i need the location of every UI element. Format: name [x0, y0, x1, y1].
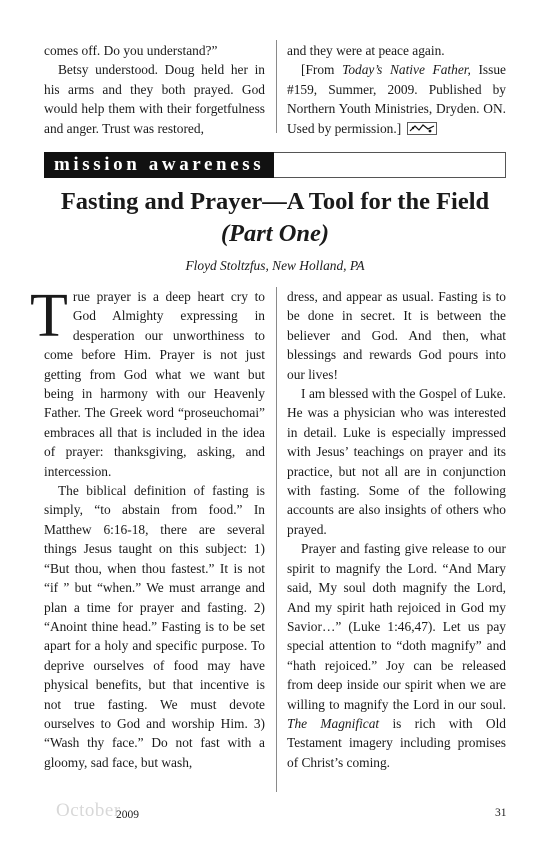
paragraph: The biblical definition of fasting is simply, “to abstain from food.” In Matthew 6:16-18, there are several things Jesus taught on this subject: 1) “But thou, when thou fastest.” It is not “if ” but “when.” We must arrange and plan a time for prayer and fasting. 2) “Anoint thine head.” Fasting is to be set apart for a holy and specific purpose. To deprive ourselves of food may have physical benefits, but that incentive is not true fasting. We must devote ourselves to God and worship Him. 3) “Wash thy face.” Do not fast with a gloomy, sad face, but wash, [44, 483, 265, 770]
title-main: Fasting and Prayer—A Tool for the Field [60, 188, 490, 215]
footer-month: October [56, 800, 121, 821]
periodical-title: Today’s Native Father, [342, 62, 471, 78]
article-title [44, 186, 506, 250]
article-column-right [287, 287, 506, 772]
continued-text-right [287, 41, 506, 138]
section-banner [44, 152, 506, 178]
page-number: 31 [495, 807, 507, 819]
paragraph: Prayer and fasting give release to our spirit to magnify the Lord. “And Mary said, My soul doth magnify the Lord, And my spirit hath rejoiced in God my Savior…” (Luke 1:46,47). Let us pay special attention to “doth magnify” and “hath rejoiced.” Joy can be released from deep inside our spirit when we are willing to magnify the Lord in our soul. The Magnificat is rich with Old Testament imagery including promises of Christ’s coming. [287, 541, 506, 770]
paragraph: comes off. Do you understand?” [44, 43, 218, 58]
continued-text-left [44, 41, 265, 138]
byline: Floyd Stoltzfus, New Holland, PA [185, 258, 365, 273]
column-divider [276, 40, 277, 133]
paragraph-text: rue prayer is a deep heart cry to God Almighty expressing in desperation our unworthiness to come before Him. Prayer is not just getting from God what we want but being in harmony with our Heavenly Father. The Greek word “proseuchomai” embraces all that is included in the idea of prayer: thanksgiving, asking, and intercession. [44, 289, 265, 479]
column-divider [276, 287, 277, 792]
paragraph: dress, and appear as usual. Fasting is to be done in secret. It is between the believer and God. And then, what blessings and rewards God pours into our lives! [287, 289, 506, 382]
paragraph [30, 282, 265, 481]
drop-cap: T [30, 282, 68, 350]
article-column-left [30, 282, 265, 772]
paragraph: I am blessed with the Gospel of Luke. He was a physician who was interested in detail. Luke is especially impressed with Jesus’ teachings on prayer and its practice, but not all are in conjunction with fasting. Some of the following accounts are also insights of others who prayed. [287, 386, 506, 537]
italic-term: The Magnificat [287, 715, 380, 731]
section-label: mission awareness [44, 152, 274, 178]
paragraph: Betsy understood. Doug held her in his arms and they both prayed. God would help them with their forgetfulness and anger. Trust was restored, [44, 62, 265, 136]
footer-year: 2009 [116, 809, 139, 821]
title-part: (Part One) [220, 220, 330, 247]
paragraph: and they were at peace again. [287, 43, 445, 58]
citation-paragraph: [From Today’s Native Father, Issue #159, Summer, 2009. Published by Northern Youth Ministries, Dryden. ON. Used by permission.] [287, 62, 506, 136]
publisher-logo-icon [407, 122, 437, 135]
